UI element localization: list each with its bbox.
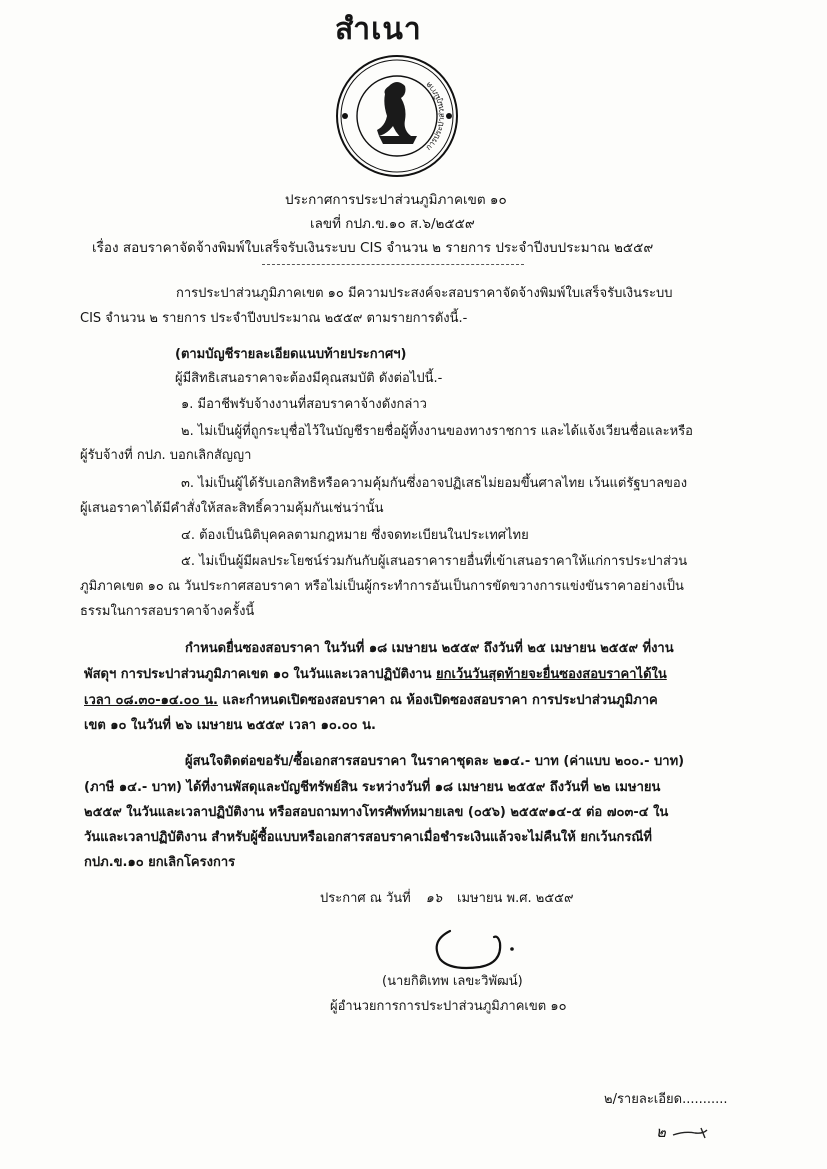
price-line-3: ๒๕๕๙ ในวันและเวลาปฏิบัติงาน หรือสอบถามทางโทรศัพท์หมายเลข (๐๕๖) ๒๕๕๙๑๔-๕ ต่อ ๗๐๓-๔ ใน (84, 805, 669, 820)
header-divider (262, 264, 524, 265)
price-line-2: (ภาษี ๑๔.- บาท) ได้ที่งานพัสดุและบัญชีทรัพย์สิน ระหว่างวันที่ ๑๘ เมษายน ๒๕๕๙ ถึงวันที่ ๒๒ เมษายน (84, 780, 661, 795)
pwa-seal-logo (333, 52, 461, 180)
deadline-line-2 (84, 663, 667, 684)
price-line-4: วันและเวลาปฏิบัติงาน สำหรับผู้ซื้อแบบหรือเอกสารสอบราคาเมื่อชำระเงินแล้วจะไม่คืนให้ ยกเว้นกรณีที่ (84, 830, 652, 845)
qualification-1: ๑. มีอาชีพรับจ้างงานที่สอบราคาจ้างดังกล่าว (181, 397, 427, 412)
qualification-2-line-2: ผู้รับจ้างที่ กปภ. บอกเลิกสัญญา (80, 448, 252, 463)
org-title: ประกาศการประปาส่วนภูมิภาคเขต ๑๐ (285, 192, 507, 208)
announcement-date-day: ๑๖ (425, 891, 443, 906)
continued-note: ๒/รายละเอียด........... (604, 1092, 728, 1107)
qualification-4: ๔. ต้องเป็นนิติบุคคลตามกฎหมาย ซึ่งจดทะเบียนในประเทศไทย (181, 528, 529, 543)
qualification-2-line-1: ๒. ไม่เป็นผู้ที่ถูกระบุชื่อไว้ในบัญชีรายชื่อผู้ทิ้งงานของทางราชการ และได้แจ้งเวียนชื่อและหรือ (181, 424, 693, 439)
qualification-5-line-1: ๕. ไม่เป็นผู้มีผลประโยชน์ร่วมกันกับผู้เสนอราคารายอื่นที่เข้าเสนอราคาให้แก่การประปาส่วน (181, 554, 688, 569)
announcement-subject: เรื่อง สอบราคาจัดจ้างพิมพ์ใบเสร็จรับเงินระบบ CIS จำนวน ๒ รายการ ประจำปีงบประมาณ ๒๕๕๙ (92, 240, 654, 256)
announcement-date (320, 887, 574, 908)
qualification-5-line-3: ธรรมในการสอบราคาจ้างครั้งนี้ (80, 604, 255, 619)
qualification-3-line-1: ๓. ไม่เป็นผู้ได้รับเอกสิทธิหรือความคุ้มกันซึ่งอาจปฏิเสธไม่ยอมขึ้นศาลไทย เว้นแต่รัฐบาลของ (181, 476, 688, 491)
handwritten-page-mark (656, 1120, 711, 1144)
announcement-date-prefix: ประกาศ ณ วันที่ (320, 891, 411, 906)
deadline-line-4: เขต ๑๐ ในวันที่ ๒๖ เมษายน ๒๕๕๙ เวลา ๑๐.๐๐ น. (84, 718, 376, 733)
deadline-line-1: กำหนดยื่นซองสอบราคา ในวันที่ ๑๘ เมษายน ๒๕๕๙ ถึงวันที่ ๒๕ เมษายน ๒๕๕๙ ที่งาน (185, 641, 674, 656)
qualification-5-line-2: ภูมิภาคเขต ๑๐ ณ วันประกาศสอบราคา หรือไม่เป็นผู้กระทำการอันเป็นการขัดขวางการแข่งขันราคาอย่างเป็น (80, 579, 684, 594)
announcement-number: เลขที่ กปภ.ข.๑๐ ส.๖/๒๕๕๙ (310, 216, 475, 232)
deadline-line-2-text: พัสดุฯ การประปาส่วนภูมิภาคเขต ๑๐ ในวันและเวลาปฏิบัติงาน (84, 667, 437, 682)
intro-line-1: การประปาส่วนภูมิภาคเขต ๑๐ มีความประสงค์จะสอบราคาจัดจ้างพิมพ์ใบเสร็จรับเงินระบบ (176, 286, 673, 301)
deadline-line-3 (84, 689, 658, 710)
copy-stamp: สำเนา (335, 12, 422, 47)
signer-name: (นายกิติเทพ เลขะวิพัฒน์) (382, 974, 523, 989)
seal-ring-text: การประปาส่วนภูมิภาค (423, 80, 447, 152)
announcement-date-suffix: เมษายน พ.ศ. ๒๕๕๙ (457, 891, 574, 906)
deadline-line-3-text: และกำหนดเปิดซองสอบราคา ณ ห้องเปิดซองสอบราคา การประปาส่วนภูมิภาค (217, 693, 658, 708)
page-mark-stroke (671, 1126, 711, 1140)
deadline-exception-underlined: ยกเว้นวันสุดท้ายจะยื่นซองสอบราคาได้ใน (436, 667, 667, 682)
signer-title: ผู้อำนวยการการประปาส่วนภูมิภาคเขต ๑๐ (330, 999, 567, 1014)
detail-note: (ตามบัญชีรายละเอียดแนบท้ายประกาศฯ) (175, 347, 407, 362)
page-mark-text: ๒ (656, 1123, 666, 1141)
handwritten-signature (420, 925, 530, 973)
intro-line-2: CIS จำนวน ๒ รายการ ประจำปีงบประมาณ ๒๕๕๙ ตามรายการดังนี้.- (80, 311, 468, 326)
deadline-last-day-time: เวลา ๐๘.๓๐-๑๔.๐๐ น. (84, 693, 218, 708)
price-line-1: ผู้สนใจติดต่อขอรับ/ซื้อเอกสารสอบราคา ในราคาชุดละ ๒๑๔.- บาท (ค่าแบบ ๒๐๐.- บาท) (185, 754, 685, 769)
qualification-3-line-2: ผู้เสนอราคาได้มีคำสั่งให้สละสิทธิ์ความคุ้มกันเช่นว่านั้น (80, 501, 384, 516)
qualification-intro: ผู้มีสิทธิเสนอราคาจะต้องมีคุณสมบัติ ดังต่อไปนี้.- (175, 371, 443, 386)
price-line-5: กปภ.ข.๑๐ ยกเลิกโครงการ (84, 855, 236, 870)
